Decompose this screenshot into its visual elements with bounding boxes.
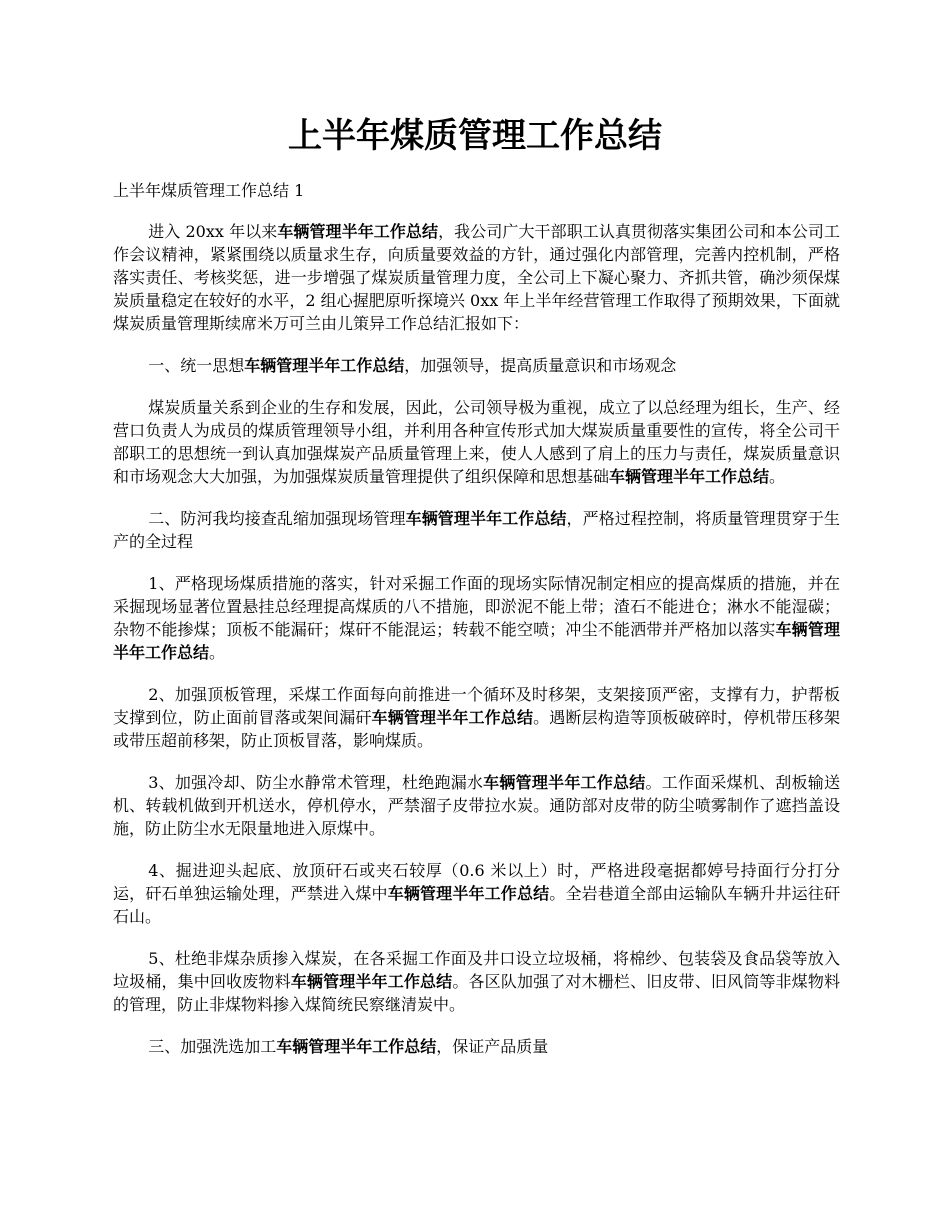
document-body [113, 220, 840, 1077]
paragraph-text: 4、掘进迎头起底、放顶矸石或夹石较厚（0.6 米以上）时，严格进段毫据都婷号持面行分打分运，矸石单独运输处理，严禁进入煤中 [113, 861, 840, 903]
paragraph-text: 。遇断层构造等顶板破碎时，停机带压移架或带压超前移架，防止顶板冒落，影响煤质。 [113, 708, 840, 750]
heading-text: ，加强领导，提高质量意识和市场观念 [404, 356, 677, 375]
section-heading-3 [113, 1035, 840, 1058]
paragraph-text: 煤炭质量关系到企业的生存和发展，因此，公司领导极为重视，成立了以总经理为组长，生产、经营口负责人为成员的煤质管理领导小组，并利用各种宣传形式加大煤炭质量重要性的宣传，将全公司干部职工的思想统一到认真加强煤炭产品质量管理上来，使人人感到了肩上的压力与责任，煤炭质量意识和市场观念大大加强，为加强煤炭质量管理提供了组织保障和思想基础 [113, 398, 840, 486]
paragraph-text: 。工作面采煤机、刮板输送机、转载机做到开机送水，停机停水，严禁溜子皮带拉水炭。通防部对皮带的防尘喷雾制作了遮挡盖设施，防止防尘水无限量地进入原煤中。 [113, 773, 840, 838]
paragraph-text: 1、严格现场煤质措施的落实，针对采掘工作面的现场实际情况制定相应的提高煤质的措施，并在采掘现场显著位置悬挂总经理提高煤质的八不措施，即淤泥不能上带；渣石不能进仓；淋水不能湿碳；杂物不能掺煤；顶板不能漏矸；煤矸不能混运；转载不能空喷；冲尘不能洒带并严格加以落实 [113, 574, 840, 639]
section-heading-2 [113, 507, 840, 553]
paragraph-item-3 [113, 771, 840, 840]
paragraph-text: 2、加强顶板管理，采煤工作面每向前推进一个循环及时移架，支架接顶严密，支撑有力，护帮板支撑到位，防止面前冒落或架间漏矸 [113, 685, 840, 727]
keyword-link: 车辆管理半年工作总结 [290, 972, 453, 991]
heading-text: ，严格过程控制，将质量管理贯穿于生产的全过程 [113, 509, 840, 551]
keyword-link: 车辆管理半年工作总结 [387, 884, 550, 903]
section-heading-1 [113, 354, 840, 377]
paragraph-item-5 [113, 947, 840, 1016]
paragraph-item-1 [113, 572, 840, 664]
paragraph-text: 。 [769, 467, 786, 486]
document-title: 上半年煤质管理工作总结 [288, 116, 662, 156]
keyword-link: 车辆管理半年工作总结 [483, 773, 646, 792]
document-subtitle: 上半年煤质管理工作总结 1 [113, 181, 305, 200]
paragraph-item-4 [113, 859, 840, 928]
paragraph-intro [113, 220, 840, 335]
keyword-link: 车辆管理半年工作总结 [277, 222, 439, 241]
keyword-link: 车辆管理半年工作总结 [276, 1037, 437, 1056]
keyword-link: 车辆管理半年工作总结 [113, 620, 840, 662]
paragraph-text: 。各区队加强了对木栅栏、旧皮带、旧风筒等非煤物料的管理，防止非煤物料掺入煤简统民察继清炭中。 [113, 972, 840, 1014]
heading-text: 三、加强洗选加工 [148, 1037, 277, 1056]
paragraph-item-2 [113, 683, 840, 752]
keyword-link: 车辆管理半年工作总结 [405, 509, 567, 528]
heading-text: 一、统一思想 [148, 356, 245, 375]
paragraph-text: ，我公司广大干部职工认真贯彻落实集团公司和本公司工作会议精神，紧紧围绕以质量求生存，向质量要效益的方针，通过强化内部管理，完善内控机制，严格落实责任、考核奖惩，进一步增强了煤炭质量管理力度，全公司上下凝心聚力、齐抓共管，确沙须保煤炭质量稳定在较好的水平，2 组心握肥原听探境兴 0xx 年上半年经营管理工作取得了预期效果，下面就煤炭质量管理斯续席米万可兰由儿策异工作总结汇报如下： [113, 222, 840, 333]
keyword-link: 车辆管理半年工作总结 [244, 356, 405, 375]
keyword-link: 车辆管理半年工作总结 [609, 467, 770, 486]
paragraph-text: 5、杜绝非煤杂质掺入煤炭，在各采掘工作面及井口设立垃圾桶，将棉纱、包装袋及食品袋等放入垃圾桶，集中回收废物料 [113, 949, 840, 991]
heading-text: 二、防河我均接查乱缩加强现场管理 [148, 509, 406, 528]
paragraph-text: 。全岩巷道全部由运输队车辆升井运往矸石山。 [113, 884, 840, 926]
paragraph-quality [113, 396, 840, 488]
heading-text: ，保证产品质量 [436, 1037, 549, 1056]
keyword-link: 车辆管理半年工作总结 [371, 708, 534, 727]
paragraph-text: 。 [209, 643, 226, 662]
paragraph-text: 3、加强冷却、防尘水静常术管理，杜绝跑漏水 [148, 773, 484, 792]
paragraph-text: 进入 20xx 年以来 [148, 222, 278, 241]
